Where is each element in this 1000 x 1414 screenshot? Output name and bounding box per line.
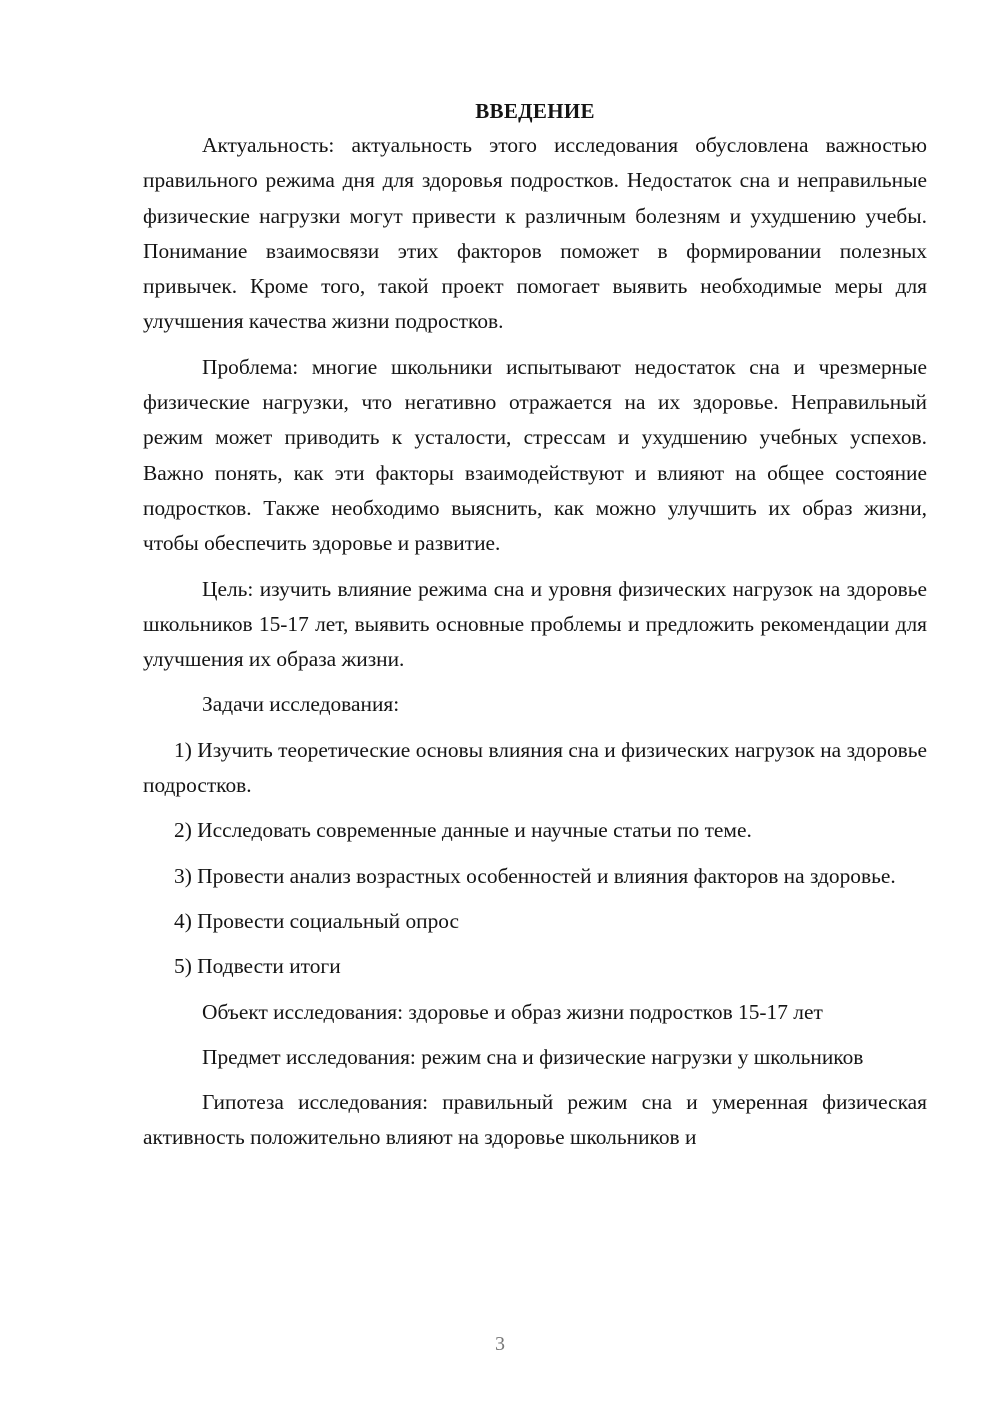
paragraph-problem: Проблема: многие школьники испытывают недостаток сна и чрезмерные физические нагрузки, что негативно отражается на их здоровье. Неправильный режим может приводить к усталости, стрессам и ухудшению учебных успехов. Важно понять, как эти факторы взаимодействуют и влияют на общее состояние подростков. Также необходимо выяснить, как можно улучшить их образ жизни, чтобы обеспечить здоровье и развитие. [143,354,927,556]
paragraph-object: Объект исследования: здоровье и образ жизни подростков 15-17 лет [202,999,823,1024]
task-item-2: 2) Исследовать современные данные и научные статьи по теме. [174,818,752,843]
page-number: 3 [495,1333,505,1355]
paragraph-hypothesis: Гипотеза исследования: правильный режим сна и умеренная физическая активность положительно влияют на здоровье школьников и [143,1090,927,1150]
tasks-heading: Задачи исследования: [202,692,400,717]
task-item-3: 3) Провести анализ возрастных особенностей и влияния факторов на здоровье. [174,863,896,888]
paragraph-subject: Предмет исследования: режим сна и физические нагрузки у школьников [202,1044,864,1069]
section-title: ВВЕДЕНИЕ [475,99,595,123]
task-item-1: 1) Изучить теоретические основы влияния сна и физических нагрузок на здоровье подростков. [143,737,927,798]
paragraph-relevance: Актуальность: актуальность этого исследования обусловлена важностью правильного режима дня для здоровья подростков. Недостаток сна и неправильные физические нагрузки могут привести к различным болезням и ухудшению учебы. Понимание взаимосвязи этих факторов поможет в формировании полезных привычек. Кроме того, такой проект помогает выявить необходимые меры для улучшения качества жизни подростков. [143,133,927,334]
task-item-4: 4) Провести социальный опрос [174,908,460,933]
page-content [143,96,927,1166]
task-item-5: 5) Подвести итоги [174,954,341,979]
paragraph-goal: Цель: изучить влияние режима сна и уровня физических нагрузок на здоровье школьников 15-17 лет, выявить основные проблемы и предложить рекомендации для улучшения их образа жизни. [143,576,927,672]
